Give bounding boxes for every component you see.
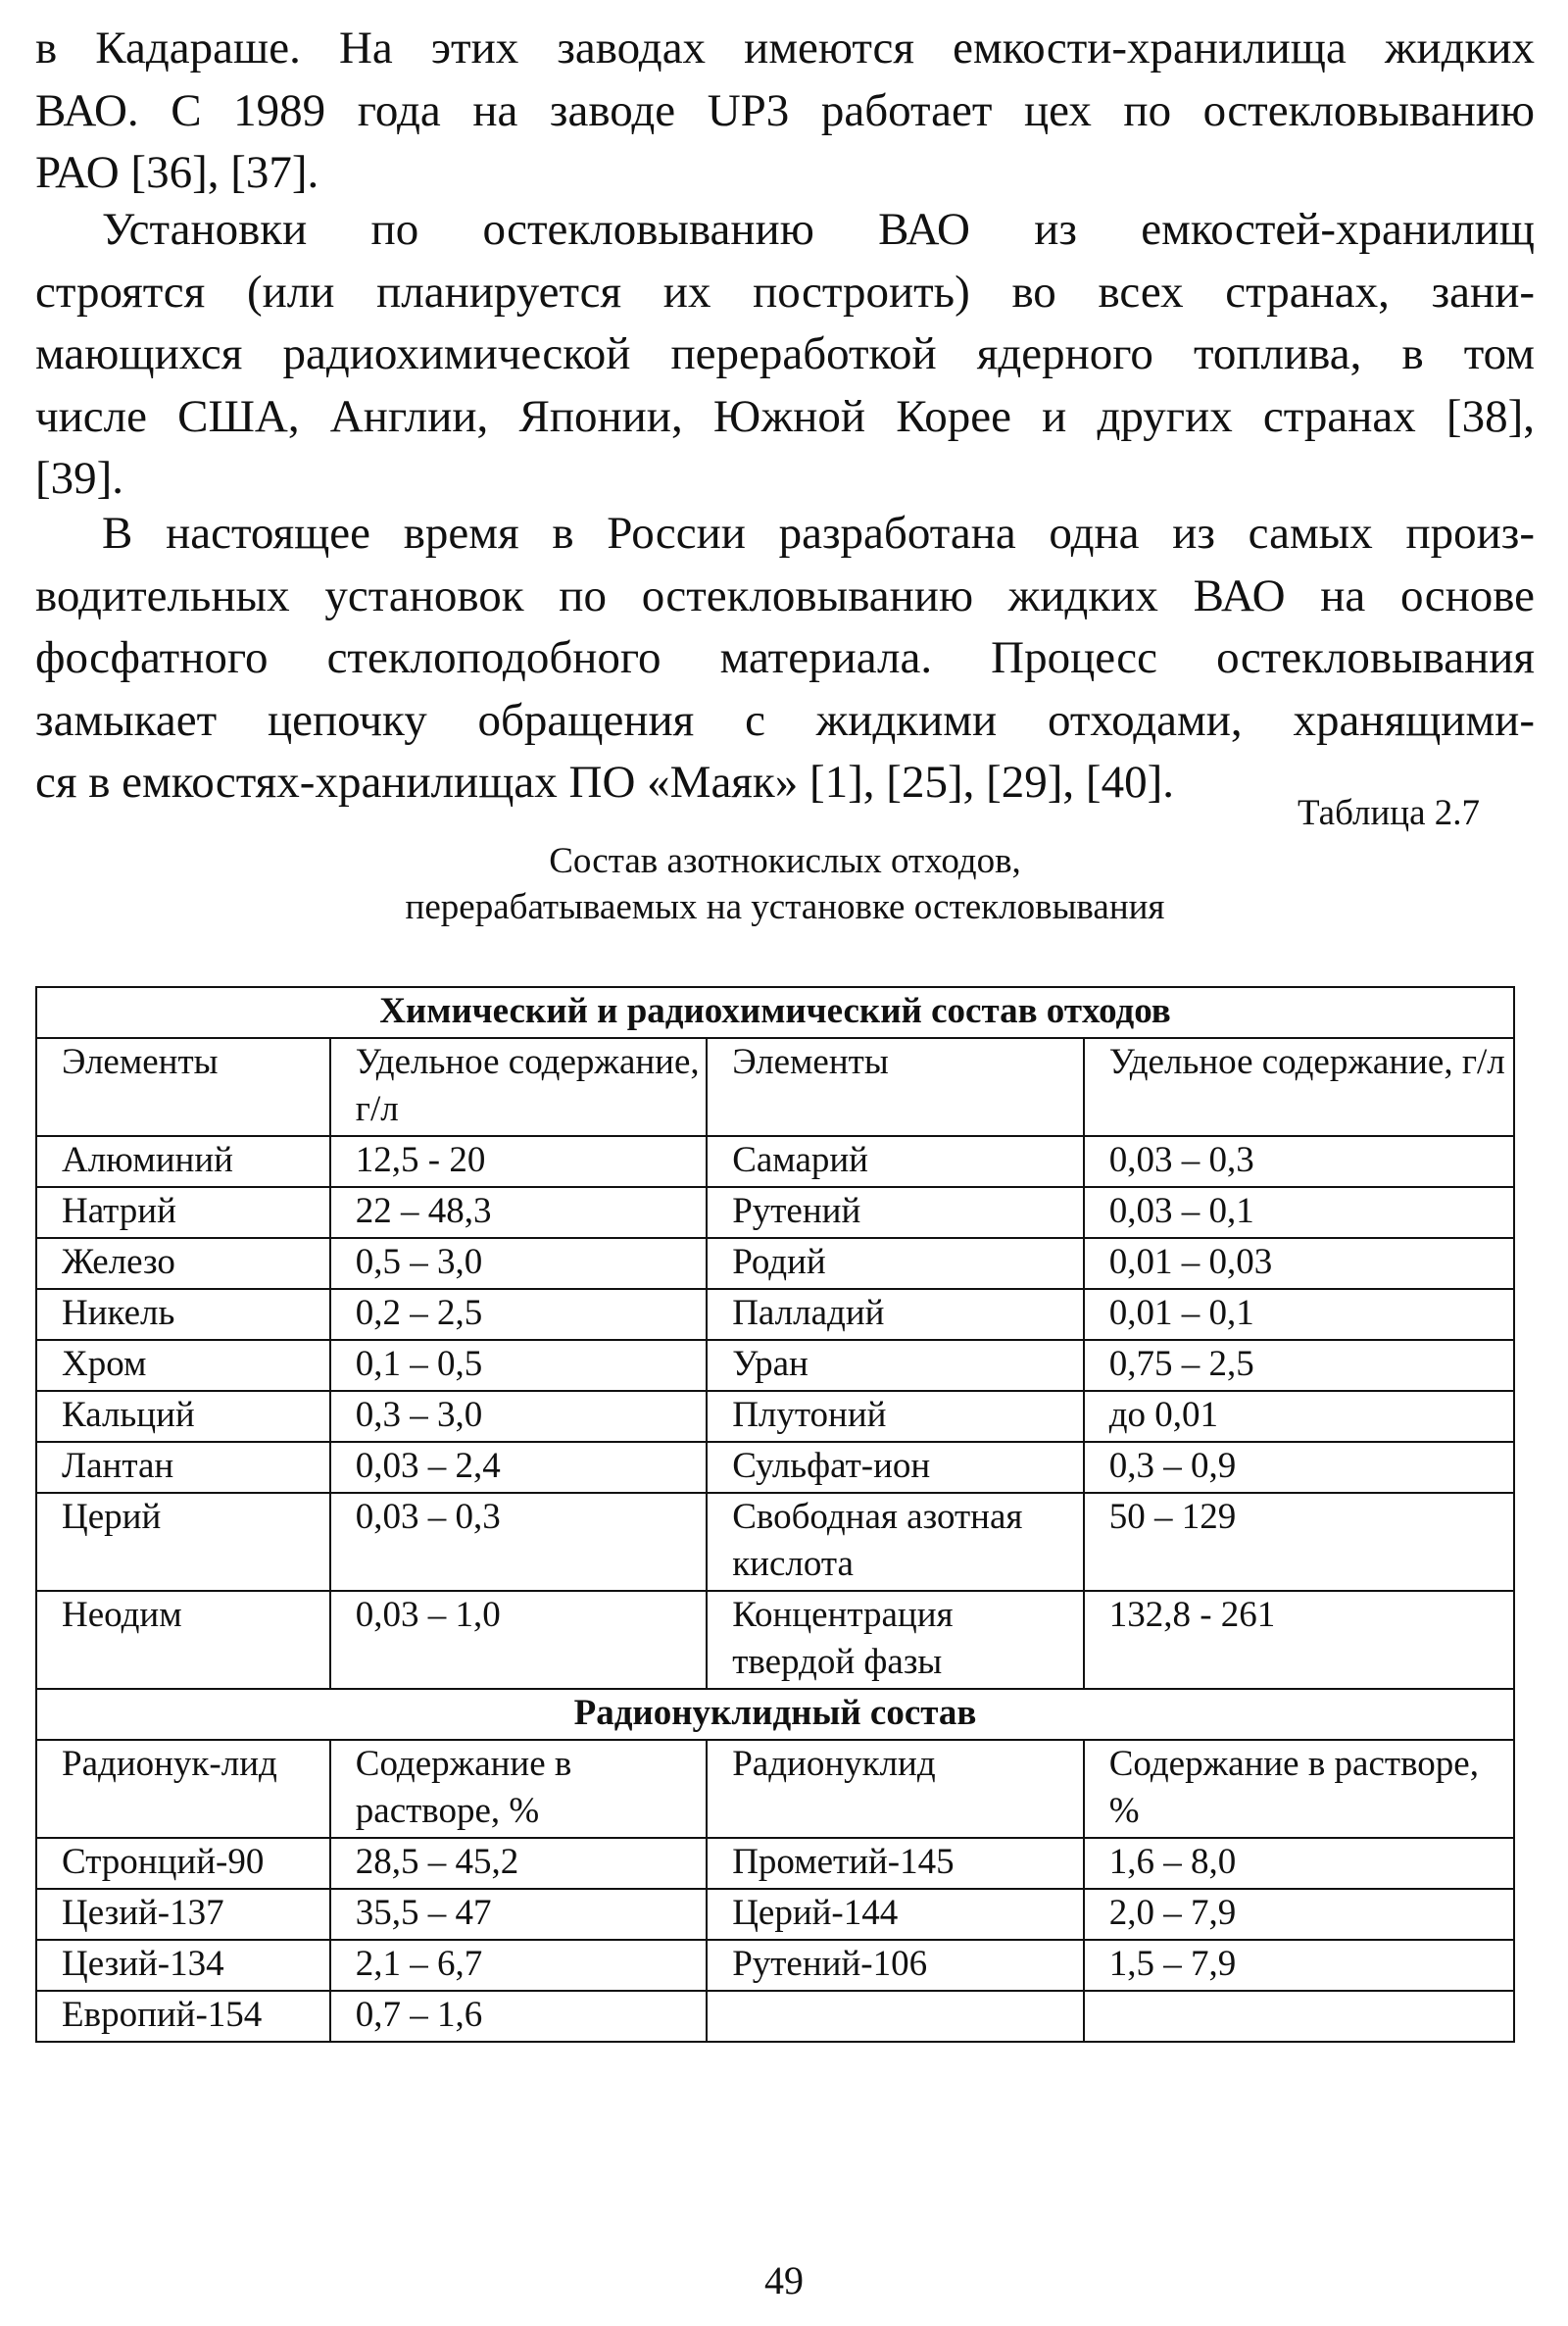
table-cell: Свободная азотная кислота <box>707 1493 1084 1591</box>
text-line: фосфатного стеклоподобного материала. Процесс остекловывания <box>35 632 1535 683</box>
table-cell: Рутений-106 <box>707 1940 1084 1991</box>
table-cell: Никель <box>36 1289 330 1340</box>
table-header-row <box>36 1740 1514 1838</box>
table-cell: Палладий <box>707 1289 1084 1340</box>
table-row <box>36 1940 1514 1991</box>
table-row <box>36 1991 1514 2042</box>
text-line: Установки по остекловыванию ВАО из емкостей-хранилищ <box>102 204 1535 255</box>
table-cell: 2,0 – 7,9 <box>1084 1889 1514 1940</box>
section-title-chemical: Химический и радиохимический состав отходов <box>36 987 1514 1038</box>
table-row <box>36 1591 1514 1689</box>
table-number-label: Таблица 2.7 <box>1298 793 1480 833</box>
table-cell: 0,03 – 0,3 <box>330 1493 707 1591</box>
text-line: В настоящее время в России разработана одна из самых произ- <box>102 508 1535 559</box>
paragraph-2 <box>35 199 1535 511</box>
table-cell: Цезий-137 <box>36 1889 330 1940</box>
page-number: 49 <box>764 2258 804 2302</box>
header-cell: Удельное содержание, г/л <box>330 1038 707 1136</box>
table-cell: Родий <box>707 1238 1084 1289</box>
table-row <box>36 1289 1514 1340</box>
table-header-row <box>36 1038 1514 1136</box>
table-cell: 0,5 – 3,0 <box>330 1238 707 1289</box>
header-cell: Содержание в растворе, % <box>1084 1740 1514 1838</box>
table-cell: Железо <box>36 1238 330 1289</box>
table-cell: 12,5 - 20 <box>330 1136 707 1187</box>
table-cell: 0,01 – 0,03 <box>1084 1238 1514 1289</box>
header-cell: Элементы <box>36 1038 330 1136</box>
table-cell: Цезий-134 <box>36 1940 330 1991</box>
text-line: мающихся радиохимической переработкой ядерного топлива, в том <box>35 328 1535 379</box>
table-cell: Стронций-90 <box>36 1838 330 1889</box>
header-cell: Содержание в растворе, % <box>330 1740 707 1838</box>
table-cell <box>1084 1991 1514 2042</box>
table-row <box>36 1340 1514 1391</box>
table-cell: 132,8 - 261 <box>1084 1591 1514 1689</box>
header-cell: Удельное содержание, г/л <box>1084 1038 1514 1136</box>
table-cell: 0,7 – 1,6 <box>330 1991 707 2042</box>
table-row <box>36 1493 1514 1591</box>
table-cell: Кальций <box>36 1391 330 1442</box>
table-cell: Уран <box>707 1340 1084 1391</box>
table-row <box>36 1187 1514 1238</box>
text-line: ся в емкостях-хранилищах ПО «Маяк» [1], [25], [29], [40]. <box>35 757 1174 808</box>
table-cell <box>707 1991 1084 2042</box>
table-section-title-row <box>36 1689 1514 1740</box>
table-cell: 0,03 – 2,4 <box>330 1442 707 1493</box>
paragraph-1 <box>35 18 1535 205</box>
text-line: РАО [36], [37]. <box>35 147 319 198</box>
table-cell: Лантан <box>36 1442 330 1493</box>
table-row <box>36 1391 1514 1442</box>
table-cell: Европий-154 <box>36 1991 330 2042</box>
table-cell: 0,3 – 0,9 <box>1084 1442 1514 1493</box>
text-line: в Кадараше. На этих заводах имеются емкости-хранилища жидких <box>35 23 1535 74</box>
text-line: строятся (или планируется их построить) во всех странах, зани- <box>35 266 1535 318</box>
text-line: [39]. <box>35 453 124 504</box>
table-row <box>36 1889 1514 1940</box>
table-row <box>36 1442 1514 1493</box>
section-title-radionuclide: Радионуклидный состав <box>36 1689 1514 1740</box>
table-row <box>36 1838 1514 1889</box>
table-cell: до 0,01 <box>1084 1391 1514 1442</box>
table-cell: Концентрация твердой фазы <box>707 1591 1084 1689</box>
text-line: ВАО. С 1989 года на заводе UP3 работает цех по остекловыванию <box>35 84 1535 136</box>
table-cell: 0,03 – 1,0 <box>330 1591 707 1689</box>
text-line: числе США, Англии, Японии, Южной Корее и других странах [38], <box>35 390 1535 442</box>
table-cell: 0,3 – 3,0 <box>330 1391 707 1442</box>
table-cell: Сульфат-ион <box>707 1442 1084 1493</box>
table-cell: 1,5 – 7,9 <box>1084 1940 1514 1991</box>
table-row <box>36 1238 1514 1289</box>
table-cell: Плутоний <box>707 1391 1084 1442</box>
table-cell: 0,03 – 0,1 <box>1084 1187 1514 1238</box>
table-cell: Неодим <box>36 1591 330 1689</box>
text-line: замыкает цепочку обращения с жидкими отходами, хранящими- <box>35 694 1535 746</box>
table-cell: Хром <box>36 1340 330 1391</box>
header-cell: Элементы <box>707 1038 1084 1136</box>
table-cell: Прометий-145 <box>707 1838 1084 1889</box>
table-cell: 0,01 – 0,1 <box>1084 1289 1514 1340</box>
header-cell: Радионуклид <box>707 1740 1084 1838</box>
table-cell: Самарий <box>707 1136 1084 1187</box>
table-cell: 2,1 – 6,7 <box>330 1940 707 1991</box>
table-cell: Алюминий <box>36 1136 330 1187</box>
composition-table <box>35 986 1515 2043</box>
text-line: водительных установок по остекловыванию жидких ВАО на основе <box>35 569 1535 621</box>
table-caption-line-2: перерабатываемых на установке остекловывания <box>405 887 1165 927</box>
table-cell: Церий <box>36 1493 330 1591</box>
table-section-title-row <box>36 987 1514 1038</box>
table-cell: 0,03 – 0,3 <box>1084 1136 1514 1187</box>
table-cell: 22 – 48,3 <box>330 1187 707 1238</box>
table-cell: 0,1 – 0,5 <box>330 1340 707 1391</box>
header-cell: Радионук-лид <box>36 1740 330 1838</box>
table-row <box>36 1136 1514 1187</box>
table-cell: 28,5 – 45,2 <box>330 1838 707 1889</box>
table-cell: Рутений <box>707 1187 1084 1238</box>
table-cell: 1,6 – 8,0 <box>1084 1838 1514 1889</box>
table-cell: Натрий <box>36 1187 330 1238</box>
table-cell: 35,5 – 47 <box>330 1889 707 1940</box>
table-cell: Церий-144 <box>707 1889 1084 1940</box>
table-cell: 0,75 – 2,5 <box>1084 1340 1514 1391</box>
table-caption-line-1: Состав азотнокислых отходов, <box>549 841 1021 881</box>
table-cell: 50 – 129 <box>1084 1493 1514 1591</box>
table-cell: 0,2 – 2,5 <box>330 1289 707 1340</box>
paragraph-3 <box>35 503 1535 815</box>
